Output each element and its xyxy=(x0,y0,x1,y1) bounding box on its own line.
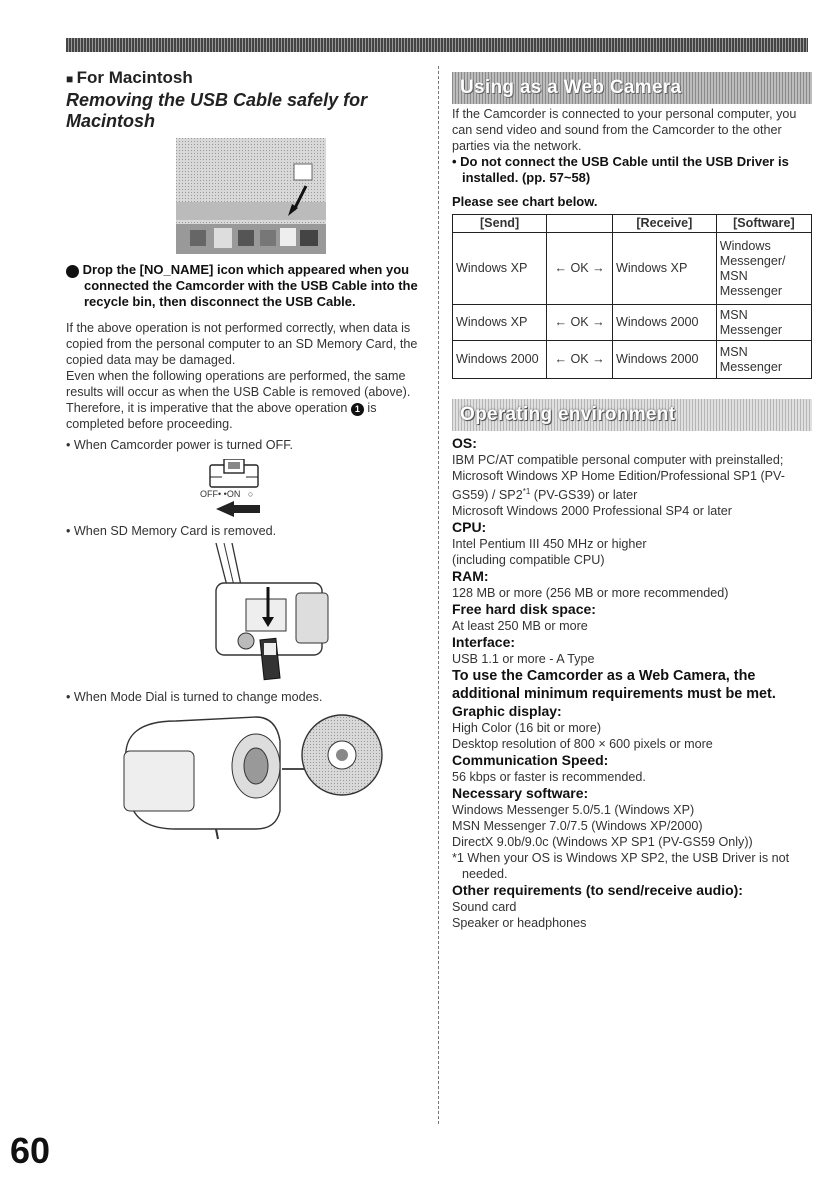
messenger-compatibility-table xyxy=(452,214,812,379)
header-receive: [Receive] xyxy=(612,215,716,233)
software-line-3: DirectX 9.0b/9.0c (Windows XP SP1 (PV-GS59 Only)) xyxy=(452,835,753,850)
cell-ok: ← OK → xyxy=(547,233,613,305)
ram-label: RAM: xyxy=(452,568,489,585)
os-line-3: Microsoft Windows 2000 Professional SP4 or later xyxy=(452,504,732,519)
bullet-mode-dial: • When Mode Dial is turned to change modes. xyxy=(66,690,323,704)
cell-send: Windows 2000 xyxy=(453,341,547,379)
table-row xyxy=(453,233,812,305)
bullet-power-off: • When Camcorder power is turned OFF. xyxy=(66,438,293,452)
desktop-screenshot-illustration xyxy=(176,138,326,254)
other-line-2: Speaker or headphones xyxy=(452,916,587,931)
left-column xyxy=(60,68,426,841)
power-switch-illustration xyxy=(198,459,288,521)
cell-software: MSN Messenger xyxy=(716,305,811,341)
step-ref-number: 1 xyxy=(351,403,364,416)
operations-paragraph: Even when the following operations are performed, the same results will occur as when the USB Cable is removed (above). Therefore, it is imperative that the above operation 1 is completed before proceeding. xyxy=(66,369,411,431)
header-send: [Send] xyxy=(453,215,547,233)
table-row xyxy=(453,341,812,379)
warning-paragraph: If the above operation is not performed correctly, when data is copied from the personal computer to an SD Memory Card, the copied data may be damaged. xyxy=(66,321,418,367)
communication-label: Communication Speed: xyxy=(452,752,609,769)
section-banner-operating-environment: Operating environment xyxy=(452,399,812,431)
other-line-1: Sound card xyxy=(452,900,517,915)
cell-send: Windows XP xyxy=(453,233,547,305)
intro-paragraph: If the Camcorder is connected to your personal computer, you can send video and sound from the Camcorder to the other parties via the network. xyxy=(452,107,797,153)
os-line-1: IBM PC/AT compatible personal computer with preinstalled; xyxy=(452,453,784,467)
cell-receive: Windows 2000 xyxy=(612,305,716,341)
additional-requirements-note: To use the Camcorder as a Web Camera, the additional minimum requirements must be met. xyxy=(452,668,776,703)
software-label: Necessary software: xyxy=(452,785,589,802)
step-number: 1 xyxy=(66,265,79,278)
footnote-1: *1 When your OS is Windows XP SP2, the USB Driver is not needed. xyxy=(452,851,790,882)
cell-send: Windows XP xyxy=(453,305,547,341)
graphic-line-1: High Color (16 bit or more) xyxy=(452,721,602,736)
cpu-line-2: (including compatible CPU) xyxy=(452,553,605,568)
graphic-label: Graphic display: xyxy=(452,703,562,720)
other-requirements-label: Other requirements (to send/receive audio): xyxy=(452,882,743,899)
disk-label: Free hard disk space: xyxy=(452,601,596,618)
sd-card-camcorder-illustration xyxy=(176,543,336,683)
usb-warning: • Do not connect the USB Cable until the USB Driver is installed. (pp. 57~58) xyxy=(452,154,789,185)
cell-receive: Windows XP xyxy=(612,233,716,305)
cell-ok: ← OK → xyxy=(547,341,613,379)
section-banner-web-camera: Using as a Web Camera xyxy=(452,72,812,104)
mode-dial-illustration xyxy=(106,711,386,841)
switch-labels: OFF• •ON ○ xyxy=(200,489,254,499)
graphic-line-2: Desktop resolution of 800 × 600 pixels or more xyxy=(452,737,713,752)
cpu-label: CPU: xyxy=(452,519,487,536)
bullet-sd-removed: • When SD Memory Card is removed. xyxy=(66,524,277,538)
step-1-text: 1 Drop the [NO_NAME] icon which appeared when you connected the Camcorder with the USB Cable into the recycle bin, then disconnect the USB Cable. xyxy=(60,262,418,309)
interface-label: Interface: xyxy=(452,634,516,651)
cell-ok: ← OK → xyxy=(547,305,613,341)
interface-line-1: USB 1.1 or more - A Type xyxy=(452,652,595,667)
table-header-row xyxy=(453,215,812,233)
chart-note: Please see chart below. xyxy=(452,194,598,209)
header-software: [Software] xyxy=(716,215,811,233)
software-line-2: MSN Messenger 7.0/7.5 (Windows XP/2000) xyxy=(452,819,703,834)
requirements-list xyxy=(452,435,814,931)
cell-software: MSN Messenger xyxy=(716,341,811,379)
page-number: 60 xyxy=(10,1130,51,1171)
os-line-2: Microsoft Windows XP Home Edition/Professional SP1 (PV-GS59) / SP2$^{*1}$ (PV-GS39) or later xyxy=(452,469,785,503)
cell-software: Windows Messenger/ MSN Messenger xyxy=(716,233,811,305)
os-label: OS: xyxy=(452,435,477,451)
cpu-line-1: Intel Pentium III 450 MHz or higher xyxy=(452,537,647,552)
table-row xyxy=(453,305,812,341)
disk-line-1: At least 250 MB or more xyxy=(452,619,588,634)
section-subheading: Removing the USB Cable safely for Macintosh xyxy=(66,90,368,131)
software-line-1: Windows Messenger 5.0/5.1 (Windows XP) xyxy=(452,803,695,818)
right-column xyxy=(452,72,814,931)
ram-line-1: 128 MB or more (256 MB or more recommended) xyxy=(452,586,729,601)
section-heading: ■ For Macintosh xyxy=(66,68,193,87)
header-blank xyxy=(547,215,613,233)
communication-line-1: 56 kbps or faster is recommended. xyxy=(452,770,646,785)
cell-receive: Windows 2000 xyxy=(612,341,716,379)
column-divider xyxy=(438,66,439,1126)
header-bar xyxy=(66,38,808,52)
